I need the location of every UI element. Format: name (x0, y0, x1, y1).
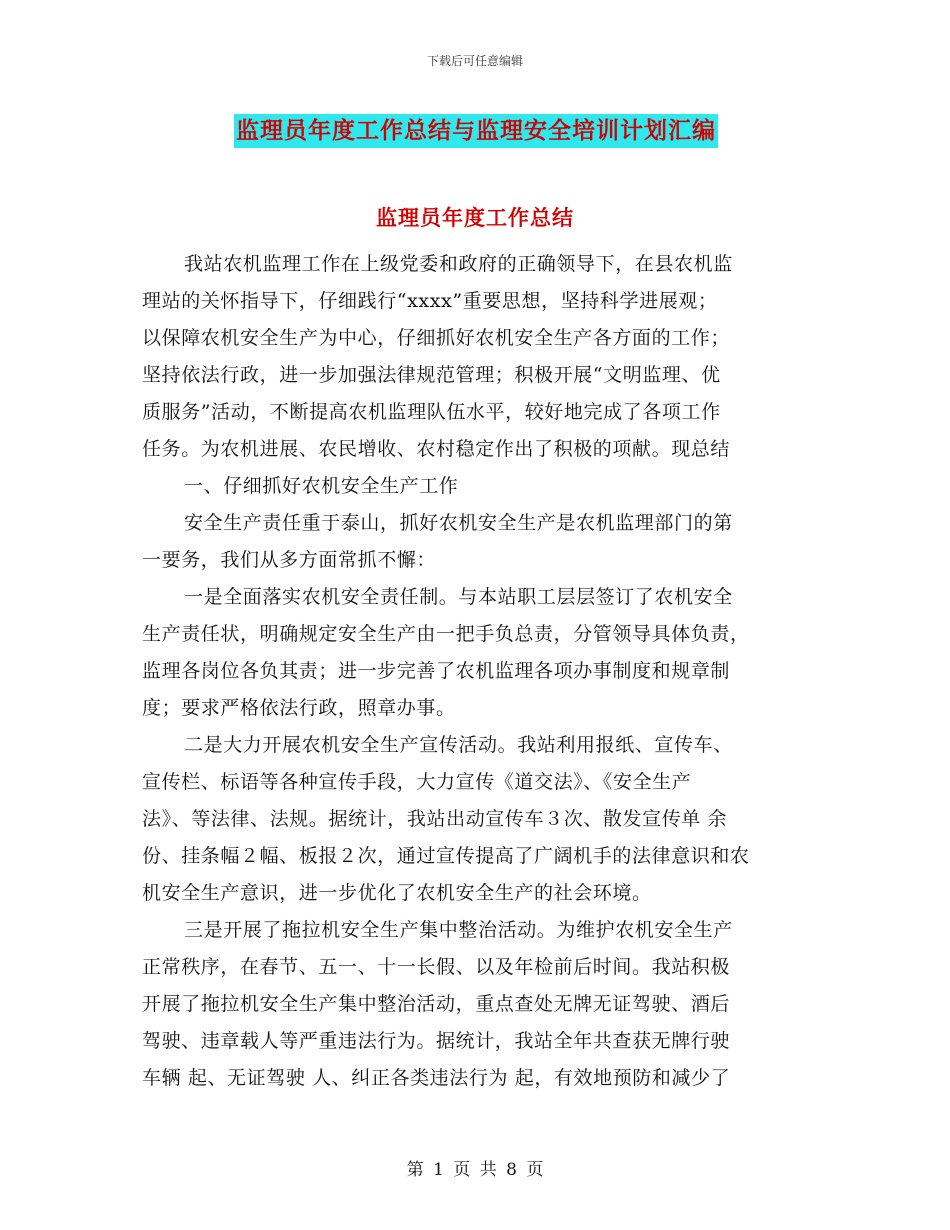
paragraph-line: 我站农机监理工作在上级党委和政府的正确领导下，在县农机监 (184, 253, 733, 275)
paragraph-line: 一要务，我们从多方面常抓不懈： (142, 549, 437, 571)
paragraph-line: 生产责任状，明确规定安全生产由一把手负总责，分管领导具体负责， (142, 623, 750, 645)
paragraph-line: 法》、等法律、法规。据统计，我站出动宣传车３次、散发宣传单 余 (142, 808, 728, 830)
paragraph-line: 坚持依法行政，进一步加强法律规范管理；积极开展“文明监理、优 (142, 364, 721, 386)
paragraph-line: 度；要求严格依法行政，照章办事。 (142, 697, 456, 719)
paragraph-line: 正常秩序，在春节、五一、十一长假、以及年检前后时间。我站积极 (142, 956, 731, 978)
paragraph-line: 任务。为农机进展、农民增收、农村稳定作出了积极的项献。现总结 (142, 438, 731, 460)
page-footer: 第 1 页 共 8 页 (406, 1160, 544, 1180)
paragraph-line: 车辆 起、无证驾驶 人、纠正各类违法行为 起，有效地预防和减少了 (142, 1067, 731, 1089)
document-body (142, 246, 812, 1097)
paragraph-line: 以保障农机安全生产为中心，仔细抓好农机安全生产各方面的工作； (142, 327, 731, 349)
paragraph-line: 监理各岗位各负其责；进一步完善了农机监理各项办事制度和规章制 (142, 660, 731, 682)
paragraph-line: 开展了拖拉机安全生产集中整治活动，重点查处无牌无证驾驶、酒后 (142, 993, 731, 1015)
header-note: 下载后可任意编辑 (426, 54, 523, 68)
paragraph-line: 三是开展了拖拉机安全生产集中整治活动。为维护农机安全生产 (184, 919, 733, 941)
paragraph-line: 一是全面落实农机安全责任制。与本站职工层层签订了农机安全 (184, 586, 733, 608)
paragraph-line: 理站的关怀指导下，仔细践行“xxxx”重要思想，坚持科学进展观； (142, 290, 718, 312)
heading-line: 一、仔细抓好农机安全生产工作 (184, 475, 459, 497)
paragraph-line: 驾驶、违章载人等严重违法行为。据统计，我站全年共查获无牌行驶 (142, 1030, 731, 1052)
section-title: 监理员年度工作总结 (376, 205, 574, 230)
paragraph-line: 份、挂条幅２幅、板报２次，通过宣传提高了广阔机手的法律意识和农 (142, 845, 750, 867)
paragraph-line: 宣传栏、标语等各种宣传手段，大力宣传《道交法》、《安全生产 (142, 771, 692, 793)
paragraph-line: 安全生产责任重于泰山，抓好农机安全生产是农机监理部门的第 (184, 512, 733, 534)
paragraph-line: 机安全生产意识，进一步优化了农机安全生产的社会环境。 (142, 882, 652, 904)
main-title: 监理员年度工作总结与监理安全培训计划汇编 (234, 114, 718, 148)
paragraph-line: 二是大力开展农机安全生产宣传活动。我站利用报纸、宣传车、 (184, 734, 733, 756)
paragraph-line: 质服务”活动，不断提高农机监理队伍水平，较好地完成了各项工作 (142, 401, 721, 423)
